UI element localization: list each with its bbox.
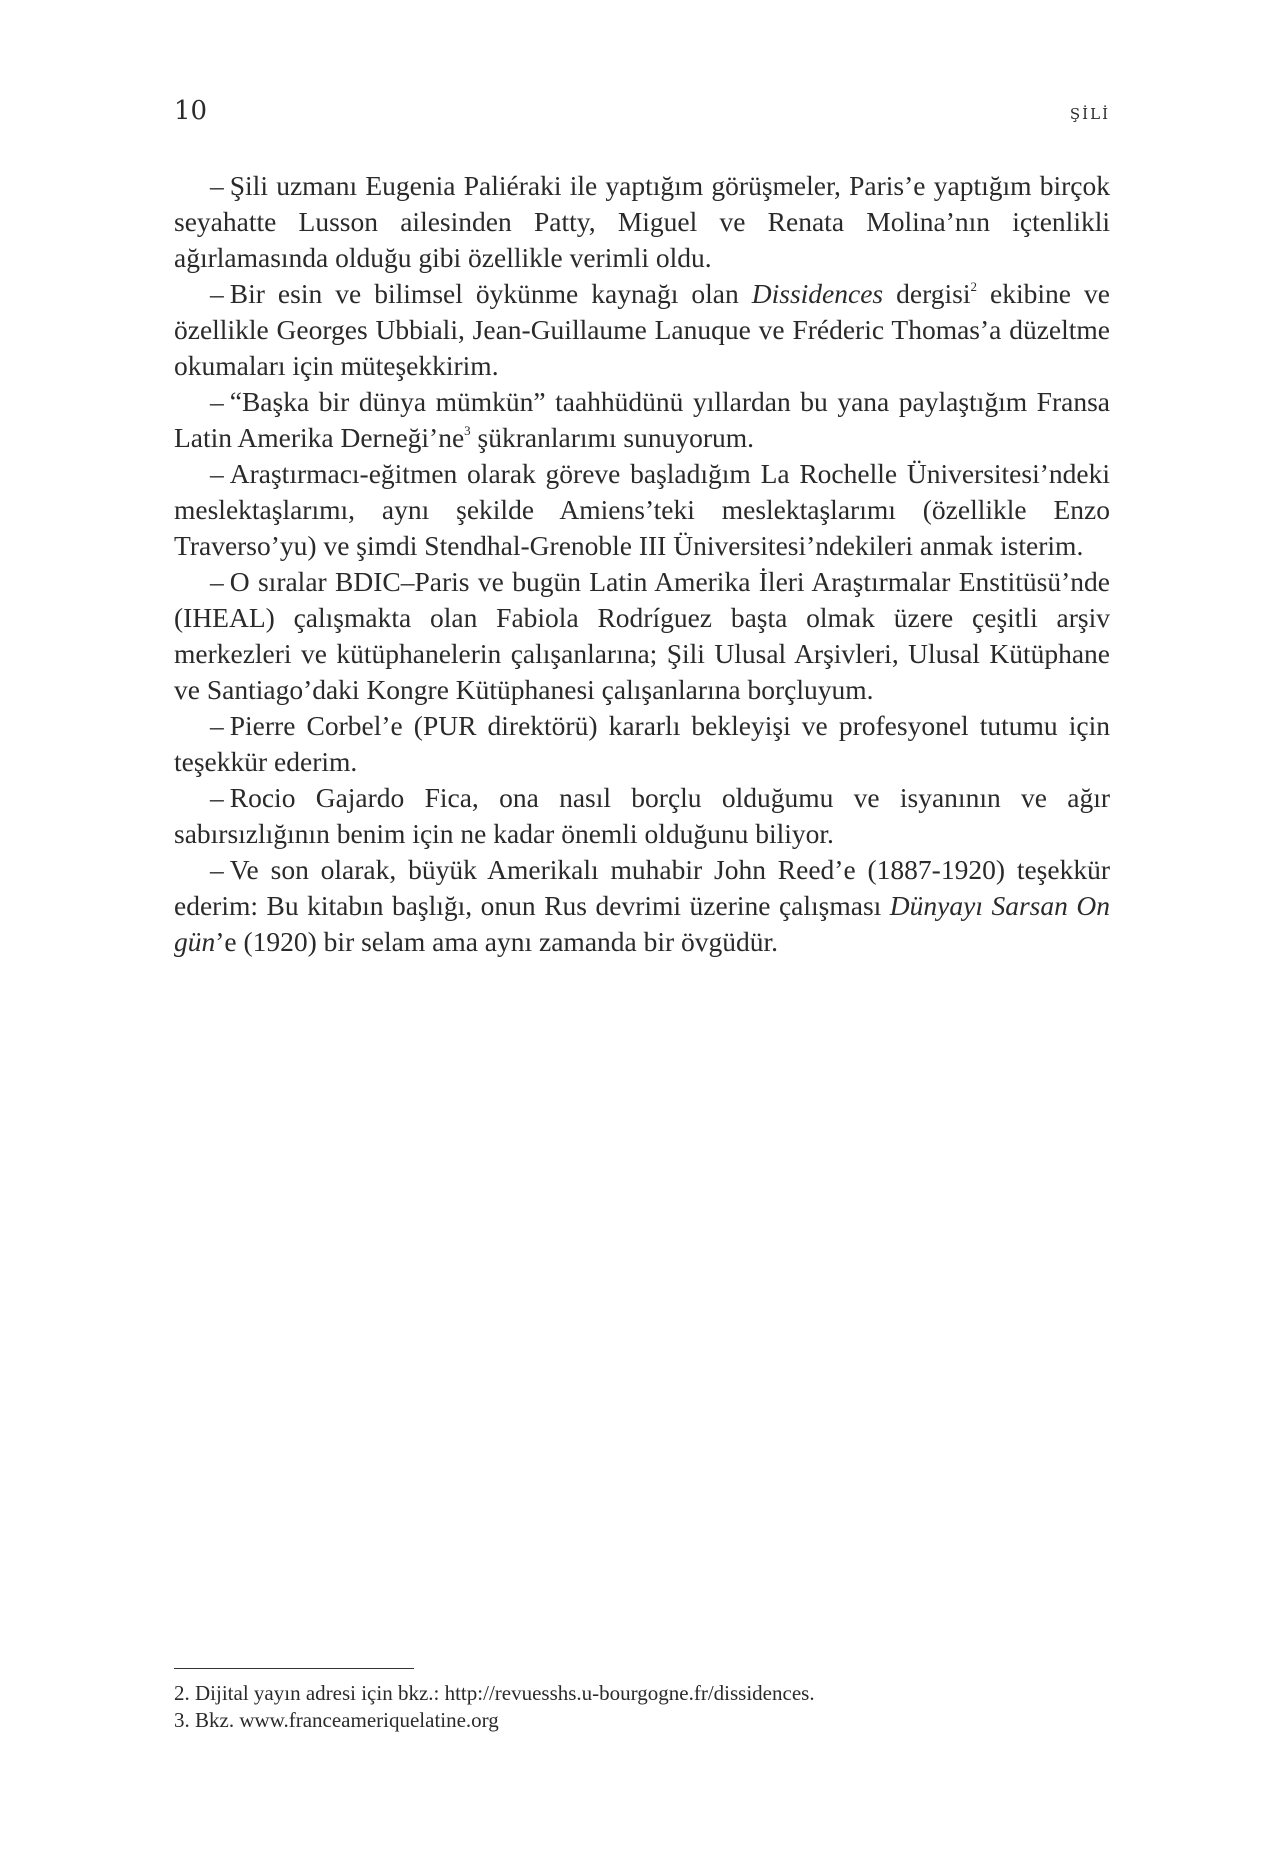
- footnote: 2. Dijital yayın adresi için bkz.: http://revuesshs.u-bourgogne.fr/dissidences.: [174, 1681, 815, 1705]
- paragraph-text: dergisi: [883, 278, 971, 309]
- paragraph: [174, 780, 1110, 852]
- dash: –: [210, 386, 224, 417]
- paragraph-text: ’e (1920) bir selam ama aynı zamanda bir övgüdür.: [215, 926, 779, 957]
- paragraph-text: O sıralar BDIC–Paris ve bugün Latin Amerika İleri Araştırmalar Enstitüsü’nde (IHEAL) çalışmakta olan Fabiola Rodríguez başta olmak üzere çeşitli arşiv merkezleri ve kütüphanelerin çalışanlarına; Şili Ulusal Arşivleri, Ulusal Kütüphane ve Santiago’daki Kongre Kütüphanesi çalışanlarına borçluyum.: [174, 566, 1110, 705]
- paragraph-text: Araştırmacı-eğitmen olarak göreve başladığım La Rochelle Üniversitesi’ndeki meslektaşlarımı, aynı şekilde Amiens’teki meslektaşlarımı (özellikle Enzo Traverso’yu) ve şimdi Stendhal-Grenoble III Üniversitesi’ndekileri anmak isterim.: [174, 458, 1110, 561]
- paragraph: [174, 168, 1110, 276]
- dash: –: [210, 170, 224, 201]
- dash: –: [210, 458, 224, 489]
- paragraph-text: Şili uzmanı Eugenia Paliéraki ile yaptığım görüşmeler, Paris’e yaptığım birçok seyahatte Lusson ailesinden Patty, Miguel ve Renata Molina’nın içtenlikli ağırlamasında olduğu gibi özellikle verimli oldu.: [174, 170, 1110, 273]
- paragraph-text: Pierre Corbel’e (PUR direktörü) kararlı bekleyişi ve profesyonel tutumu için teşekkür ederim.: [174, 710, 1110, 777]
- book-title: Dünyayı Sarsan On gün: [174, 890, 1110, 957]
- journal-title: Dissidences: [751, 278, 884, 309]
- paragraph: [174, 276, 1110, 384]
- paragraph-text: ekibine ve özellikle Georges Ubbiali, Jean-Guillaume Lanuque ve Fréderic Thomas’a düzeltme okumaları için müteşekkirim.: [174, 278, 1110, 381]
- paragraph: [174, 852, 1110, 960]
- dash: –: [210, 278, 224, 309]
- body-text: [174, 168, 1110, 960]
- dash: –: [210, 710, 224, 741]
- page-number: 10: [174, 96, 208, 126]
- dash: –: [210, 782, 224, 813]
- paragraph-text: Rocio Gajardo Fica, ona nasıl borçlu olduğumu ve isyanının ve ağır sabırsızlığının benim için ne kadar önemli olduğunu biliyor.: [174, 782, 1110, 849]
- running-head: ŞİLİ: [1069, 105, 1110, 123]
- footnote-separator: [174, 1668, 414, 1669]
- paragraph: [174, 564, 1110, 708]
- paragraph: [174, 456, 1110, 564]
- footnotes: [174, 1680, 1110, 1734]
- dash: –: [210, 854, 224, 885]
- paragraph: [174, 384, 1110, 456]
- dash: –: [210, 566, 224, 597]
- footnote-ref: 2: [970, 279, 978, 294]
- paragraph-text: Ve son olarak, büyük Amerikalı muhabir John Reed’e (1887-1920) teşekkür ederim: Bu kitabın başlığı, onun Rus devrimi üzerine çalışması: [174, 854, 1110, 921]
- paragraph: [174, 708, 1110, 780]
- paragraph-text: şükranlarımı sunuyorum.: [470, 422, 755, 453]
- paragraph-text: Bir esin ve bilimsel öykünme kaynağı olan: [229, 278, 752, 309]
- paragraph-text: “Başka bir dünya mümkün” taahhüdünü yıllardan bu yana paylaştığım Fransa Latin Amerika Derneği’ne: [174, 386, 1110, 453]
- footnote: 3. Bkz. www.franceameriquelatine.org: [174, 1708, 499, 1732]
- footnote-ref: 3: [464, 423, 471, 438]
